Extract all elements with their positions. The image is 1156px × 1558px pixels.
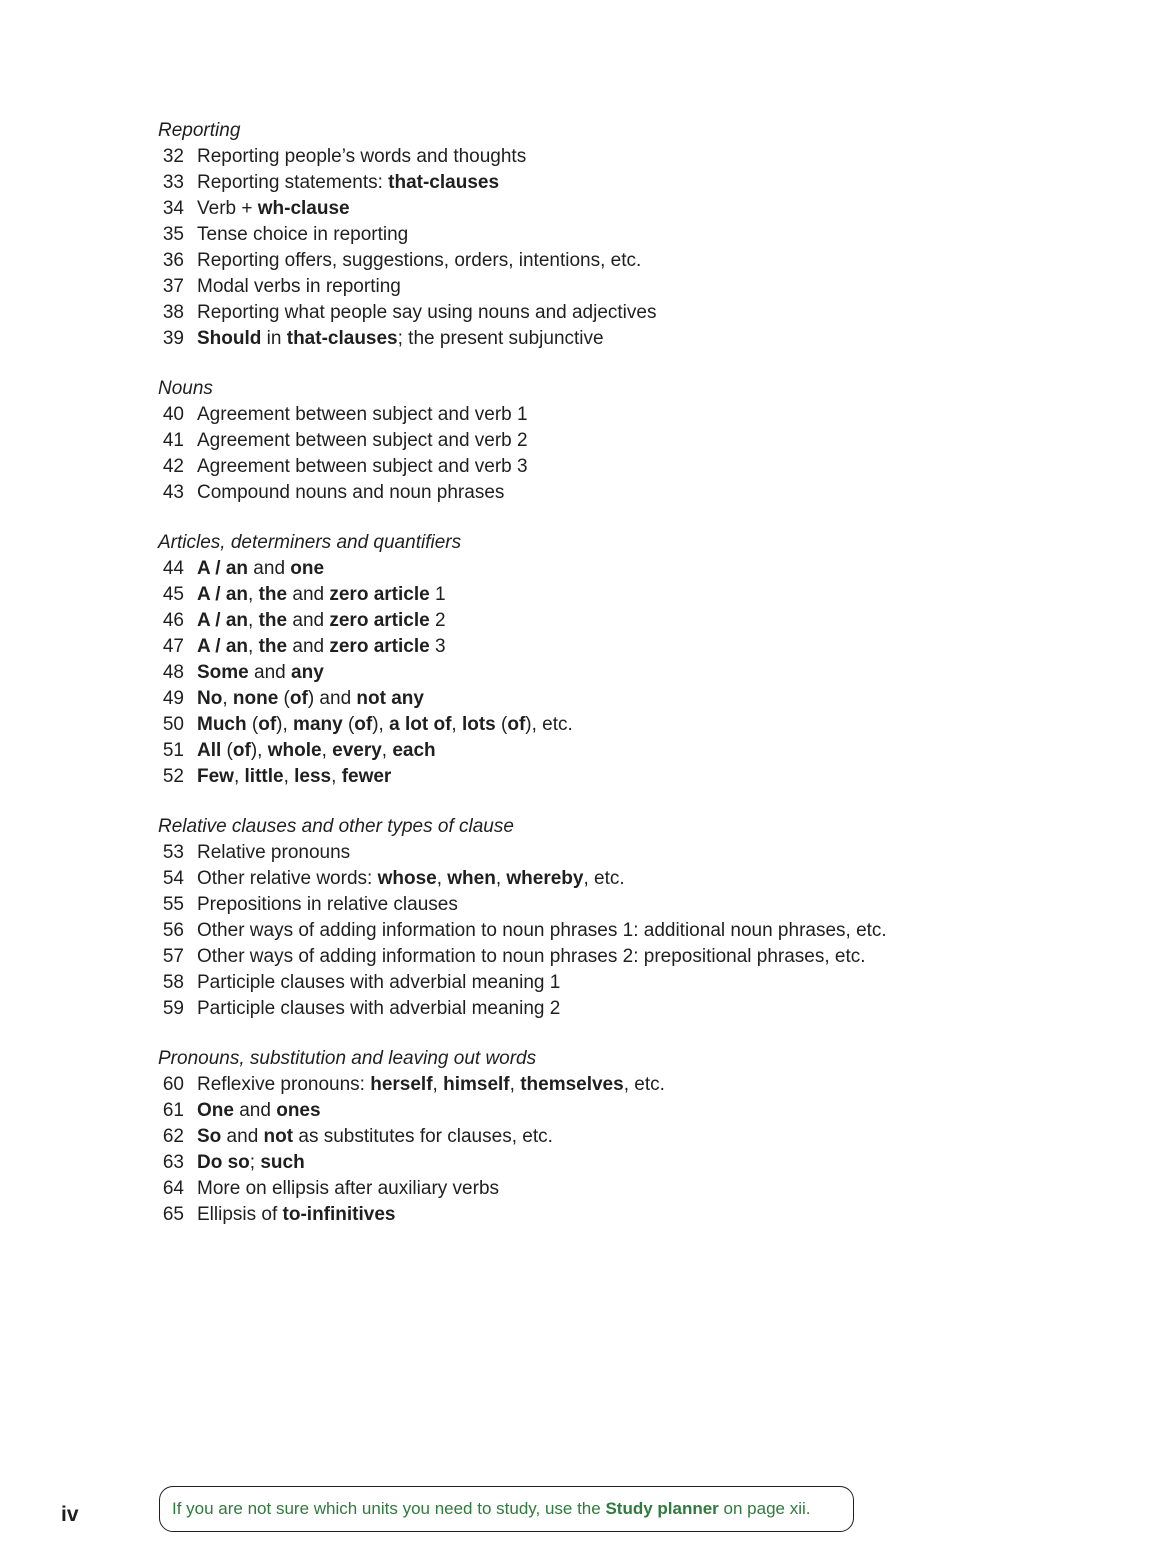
unit-entry[interactable]	[158, 686, 1118, 712]
unit-entry[interactable]	[158, 248, 1118, 274]
unit-entry[interactable]	[158, 712, 1118, 738]
unit-number: 52	[162, 766, 184, 787]
unit-entry[interactable]	[158, 970, 1118, 996]
grammar-term: So	[197, 1126, 222, 1147]
unit-title	[197, 402, 528, 428]
grammar-term: whole	[267, 740, 322, 761]
unit-entry[interactable]	[158, 170, 1118, 196]
grammar-term: one	[290, 558, 325, 579]
unit-title-text: ,	[283, 766, 295, 787]
grammar-term: Much	[197, 714, 247, 735]
contents-section	[158, 1046, 1118, 1228]
grammar-term: such	[260, 1152, 305, 1173]
grammar-term: not	[263, 1126, 294, 1147]
unit-entry[interactable]	[158, 274, 1118, 300]
unit-title	[197, 996, 560, 1022]
unit-title-text: ,	[222, 688, 233, 709]
unit-title-text: (	[221, 740, 233, 761]
unit-title-text: ,	[451, 714, 462, 735]
grammar-term: little	[244, 766, 284, 787]
unit-title	[197, 300, 656, 326]
unit-title-text: Agreement between subject and verb 1	[197, 404, 528, 425]
unit-entry[interactable]	[158, 996, 1118, 1022]
unit-title	[197, 428, 528, 454]
grammar-term: fewer	[341, 766, 392, 787]
unit-title-text: (	[495, 714, 508, 735]
unit-title	[197, 660, 324, 686]
unit-title	[197, 764, 391, 790]
grammar-term: every	[332, 740, 382, 761]
grammar-term: each	[392, 740, 436, 761]
unit-title-text: ,	[321, 740, 333, 761]
grammar-term: of	[258, 714, 277, 735]
grammar-term: themselves	[520, 1074, 624, 1095]
unit-title-text: 2	[429, 610, 446, 631]
unit-title-text: ;	[249, 1152, 261, 1173]
unit-number: 42	[162, 456, 184, 477]
unit-title-text: and	[248, 558, 291, 579]
grammar-term: A / an	[197, 636, 249, 657]
unit-title-text: ,	[509, 1074, 521, 1095]
unit-title	[197, 170, 499, 196]
grammar-term: that-clauses	[286, 328, 398, 349]
grammar-term: lots	[461, 714, 496, 735]
unit-entry[interactable]	[158, 480, 1118, 506]
unit-title-text: and	[233, 1100, 277, 1121]
grammar-term: herself	[370, 1074, 433, 1095]
grammar-term: the	[258, 584, 288, 605]
grammar-term: Should	[197, 328, 262, 349]
unit-number: 57	[162, 946, 184, 967]
grammar-term: whose	[377, 868, 437, 889]
unit-entry[interactable]	[158, 402, 1118, 428]
unit-title-text: 3	[429, 636, 446, 657]
unit-entry[interactable]	[158, 1202, 1118, 1228]
unit-title-text: ) and	[307, 688, 357, 709]
unit-title	[197, 222, 408, 248]
grammar-term: any	[291, 662, 324, 683]
grammar-term: of	[507, 714, 526, 735]
study-planner-notice	[159, 1486, 854, 1532]
grammar-term: none	[232, 688, 279, 709]
unit-entry[interactable]	[158, 300, 1118, 326]
unit-title-text: in	[261, 328, 287, 349]
unit-title-text: 1	[429, 584, 446, 605]
grammar-term: All	[197, 740, 222, 761]
unit-entry[interactable]	[158, 918, 1118, 944]
unit-entry[interactable]	[158, 608, 1118, 634]
unit-entry[interactable]	[158, 944, 1118, 970]
unit-title	[197, 738, 436, 764]
unit-entry[interactable]	[158, 582, 1118, 608]
unit-title-text: , etc.	[623, 1074, 665, 1095]
unit-entry[interactable]	[158, 428, 1118, 454]
grammar-term: zero article	[329, 636, 430, 657]
unit-title-text: Agreement between subject and verb 2	[197, 430, 528, 451]
grammar-term: less	[294, 766, 332, 787]
unit-number: 39	[162, 328, 184, 349]
unit-title-text: and	[287, 584, 330, 605]
unit-number: 38	[162, 302, 184, 323]
unit-title-text: ,	[495, 868, 507, 889]
grammar-term: A / an	[197, 558, 249, 579]
grammar-term: of	[289, 688, 308, 709]
unit-title	[197, 248, 641, 274]
grammar-term: Some	[197, 662, 249, 683]
grammar-term: when	[447, 868, 496, 889]
unit-entry[interactable]	[158, 1098, 1118, 1124]
unit-title-text: ,	[248, 610, 259, 631]
unit-title-text: Other relative words:	[197, 868, 378, 889]
contents-section	[158, 530, 1118, 790]
contents-section	[158, 118, 1118, 352]
unit-entry[interactable]	[158, 660, 1118, 686]
unit-number: 65	[162, 1204, 184, 1225]
unit-number: 51	[162, 740, 184, 761]
page-number: iv	[61, 1503, 79, 1526]
unit-title	[197, 970, 560, 996]
unit-number: 55	[162, 894, 184, 915]
unit-number: 33	[162, 172, 184, 193]
unit-number: 41	[162, 430, 184, 451]
grammar-term: whereby	[506, 868, 584, 889]
unit-number: 32	[162, 146, 184, 167]
section-title: Pronouns, substitution and leaving out words	[158, 1048, 537, 1069]
unit-number: 60	[162, 1074, 184, 1095]
notice-text-after: on page xii.	[718, 1499, 811, 1518]
unit-title	[197, 326, 604, 352]
grammar-term: wh-clause	[257, 198, 350, 219]
unit-title-text: Other ways of adding information to noun phrases 1: additional noun phrases, etc.	[197, 920, 887, 941]
unit-entry[interactable]	[158, 764, 1118, 790]
study-planner-link[interactable]: Study planner	[605, 1499, 719, 1518]
unit-entry[interactable]	[158, 738, 1118, 764]
unit-number: 36	[162, 250, 184, 271]
unit-title	[197, 144, 526, 170]
unit-title-text: Participle clauses with adverbial meaning 1	[197, 972, 561, 993]
unit-number: 37	[162, 276, 184, 297]
unit-title-text: Compound nouns and noun phrases	[197, 482, 505, 503]
unit-number: 49	[162, 688, 184, 709]
unit-title-text: ,	[248, 636, 259, 657]
section-title: Articles, determiners and quantifiers	[158, 532, 462, 553]
unit-title-text: Ellipsis of	[197, 1204, 283, 1225]
unit-title-text: Verb +	[197, 198, 258, 219]
grammar-term: Few	[197, 766, 234, 787]
grammar-term: zero article	[329, 584, 430, 605]
unit-title	[197, 1098, 321, 1124]
unit-title	[197, 1176, 499, 1202]
unit-title-text: More on ellipsis after auxiliary verbs	[197, 1178, 500, 1199]
unit-title	[197, 480, 504, 506]
unit-number: 47	[162, 636, 184, 657]
unit-number: 35	[162, 224, 184, 245]
unit-entry[interactable]	[158, 1150, 1118, 1176]
unit-title-text: Other ways of adding information to noun phrases 2: prepositional phrases, etc.	[197, 946, 866, 967]
unit-number: 40	[162, 404, 184, 425]
grammar-term: A / an	[197, 584, 249, 605]
grammar-term: zero article	[329, 610, 430, 631]
unit-title	[197, 1202, 395, 1228]
unit-title-text: ),	[276, 714, 294, 735]
unit-title-text: Relative pronouns	[197, 842, 351, 863]
unit-number: 56	[162, 920, 184, 941]
unit-title-text: Reporting people’s words and thoughts	[197, 146, 527, 167]
unit-title-text: (	[342, 714, 355, 735]
unit-title-text: Reporting statements:	[197, 172, 389, 193]
unit-number: 64	[162, 1178, 184, 1199]
grammar-term: the	[258, 636, 288, 657]
unit-title-text: Modal verbs in reporting	[197, 276, 401, 297]
grammar-term: Do so	[197, 1152, 250, 1173]
unit-entry[interactable]	[158, 326, 1118, 352]
unit-title-text: ,	[233, 766, 245, 787]
unit-title-text: ), etc.	[525, 714, 573, 735]
section-title: Reporting	[158, 120, 241, 141]
unit-title-text: Reporting offers, suggestions, orders, intentions, etc.	[197, 250, 642, 271]
unit-entry[interactable]	[158, 556, 1118, 582]
unit-title	[197, 1150, 305, 1176]
unit-title-text: , etc.	[583, 868, 625, 889]
unit-title-text: Agreement between subject and verb 3	[197, 456, 528, 477]
notice-text-before: If you are not sure which units you need to study, use the	[172, 1499, 606, 1518]
unit-number: 59	[162, 998, 184, 1019]
unit-entry[interactable]	[158, 1072, 1118, 1098]
contents-section	[158, 814, 1118, 1022]
unit-title-text: Reflexive pronouns:	[197, 1074, 371, 1095]
grammar-term: ones	[276, 1100, 321, 1121]
unit-entry[interactable]	[158, 222, 1118, 248]
unit-entry[interactable]	[158, 1124, 1118, 1150]
unit-title-text: ,	[381, 740, 393, 761]
unit-number: 45	[162, 584, 184, 605]
unit-number: 53	[162, 842, 184, 863]
unit-number: 43	[162, 482, 184, 503]
unit-number: 54	[162, 868, 184, 889]
unit-title	[197, 582, 446, 608]
unit-title	[197, 196, 350, 222]
grammar-term: a lot of	[389, 714, 452, 735]
unit-title-text: ,	[436, 868, 448, 889]
unit-title-text: (	[246, 714, 259, 735]
contents-list	[158, 118, 1118, 1252]
grammar-term: of	[354, 714, 373, 735]
grammar-term: A / an	[197, 610, 249, 631]
unit-title-text: and	[287, 610, 330, 631]
unit-title	[197, 274, 401, 300]
unit-title-text: as substitutes for clauses, etc.	[293, 1126, 553, 1147]
unit-title-text: ,	[248, 584, 259, 605]
unit-entry[interactable]	[158, 454, 1118, 480]
unit-title-text: ),	[250, 740, 268, 761]
unit-title-text: Tense choice in reporting	[197, 224, 409, 245]
contents-section	[158, 376, 1118, 506]
unit-entry[interactable]	[158, 144, 1118, 170]
grammar-term: not any	[356, 688, 424, 709]
unit-title	[197, 944, 866, 970]
unit-number: 44	[162, 558, 184, 579]
unit-title	[197, 556, 324, 582]
grammar-term: himself	[443, 1074, 510, 1095]
unit-title	[197, 608, 446, 634]
unit-entry[interactable]	[158, 634, 1118, 660]
unit-title	[197, 866, 625, 892]
unit-title-text: Participle clauses with adverbial meaning 2	[197, 998, 561, 1019]
unit-entry[interactable]	[158, 866, 1118, 892]
unit-title	[197, 1072, 665, 1098]
grammar-term: to-infinitives	[282, 1204, 396, 1225]
unit-title-text: and	[248, 662, 292, 683]
unit-entry[interactable]	[158, 892, 1118, 918]
unit-title	[197, 892, 458, 918]
unit-title	[197, 1124, 553, 1150]
unit-title	[197, 634, 446, 660]
unit-title-text: and	[287, 636, 330, 657]
section-title: Nouns	[158, 378, 213, 399]
grammar-term: the	[258, 610, 288, 631]
unit-number: 61	[162, 1100, 184, 1121]
unit-title-text: (	[278, 688, 290, 709]
unit-title-text: ; the present subjunctive	[397, 328, 604, 349]
unit-title-text: ,	[331, 766, 342, 787]
grammar-term: that-clauses	[388, 172, 500, 193]
unit-number: 46	[162, 610, 184, 631]
unit-title-text: and	[221, 1126, 264, 1147]
unit-entry[interactable]	[158, 840, 1118, 866]
unit-title-text: ),	[372, 714, 390, 735]
unit-title-text: Prepositions in relative clauses	[197, 894, 458, 915]
unit-title-text: ,	[432, 1074, 444, 1095]
unit-title	[197, 454, 528, 480]
unit-number: 50	[162, 714, 184, 735]
unit-number: 63	[162, 1152, 184, 1173]
grammar-term: many	[293, 714, 343, 735]
grammar-term: No	[197, 688, 223, 709]
unit-title	[197, 840, 350, 866]
unit-title	[197, 918, 887, 944]
grammar-term: One	[197, 1100, 234, 1121]
grammar-term: of	[232, 740, 251, 761]
unit-entry[interactable]	[158, 1176, 1118, 1202]
unit-entry[interactable]	[158, 196, 1118, 222]
unit-number: 58	[162, 972, 184, 993]
unit-number: 34	[162, 198, 184, 219]
section-title: Relative clauses and other types of clause	[158, 816, 514, 837]
unit-number: 62	[162, 1126, 184, 1147]
unit-title	[197, 686, 424, 712]
unit-title-text: Reporting what people say using nouns and adjectives	[197, 302, 657, 323]
unit-number: 48	[162, 662, 184, 683]
unit-title	[197, 712, 573, 738]
